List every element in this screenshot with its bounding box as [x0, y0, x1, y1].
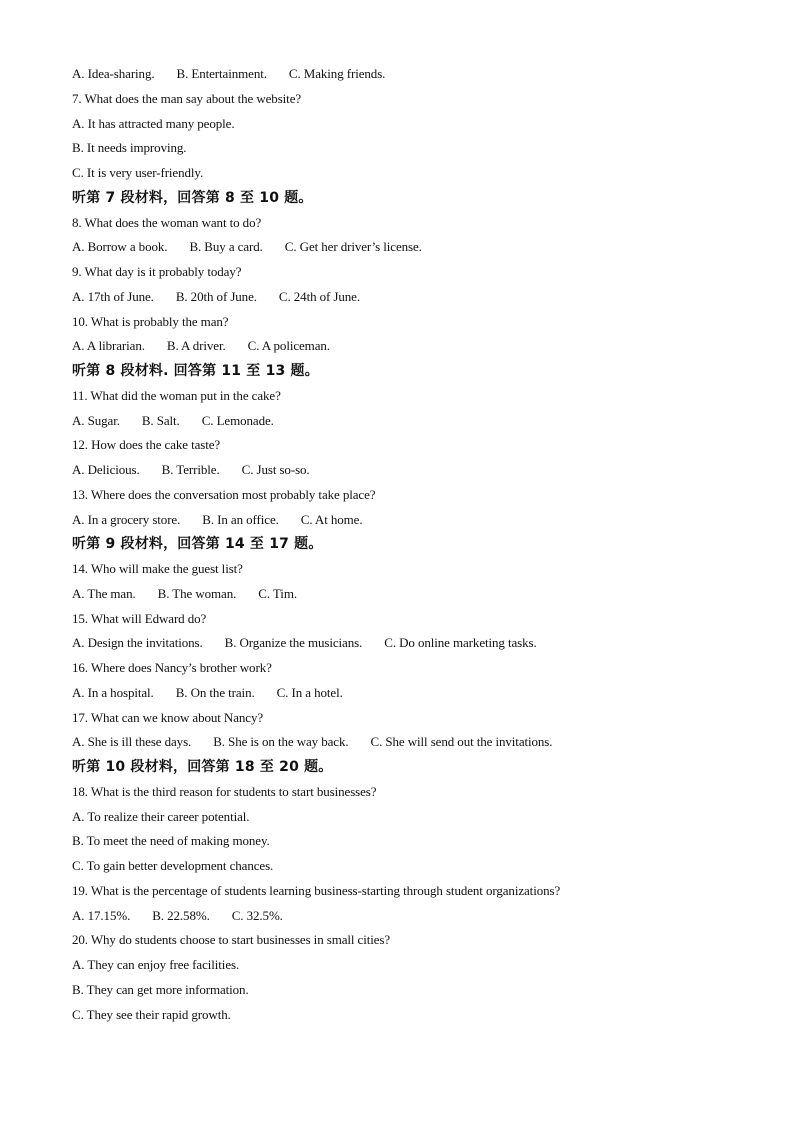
answer-option: B. They can get more information.	[72, 981, 249, 997]
question-text: 8. What does the woman want to do?	[72, 214, 262, 230]
answer-option: B. She is on the way back.	[213, 734, 349, 750]
answer-option: C. A policeman.	[247, 338, 330, 354]
answer-option: C. In a hotel.	[276, 684, 343, 700]
answer-options-row	[72, 235, 762, 260]
answer-option: B. Organize the musicians.	[224, 635, 363, 651]
section-heading: 听第 10 段材料，回答第 18 至 20 题。	[72, 759, 333, 775]
question-text: 18. What is the third reason for students to start businesses?	[72, 783, 377, 799]
answer-option: A. She is ill these days.	[72, 734, 192, 750]
question-text: 14. Who will make the guest list?	[72, 561, 243, 576]
answer-options-row	[72, 409, 762, 434]
answer-option: A. 17.15%.	[72, 907, 131, 923]
answer-option: B. Buy a card.	[189, 239, 263, 255]
answer-option: C. To gain better development chances.	[72, 858, 274, 873]
answer-option: A. Sugar.	[72, 412, 120, 428]
answer-option: B. It needs improving.	[72, 140, 187, 156]
answer-options-row	[72, 334, 762, 359]
answer-option: C. 24th of June.	[278, 288, 360, 304]
answer-option: B. Salt.	[141, 412, 180, 428]
answer-option: A. Design the invitations.	[72, 635, 203, 651]
answer-option: A. Idea-sharing.	[72, 66, 155, 81]
answer-option: B. In an office.	[202, 511, 279, 527]
answer-option: B. 22.58%.	[152, 907, 210, 923]
answer-option: B. A driver.	[166, 338, 226, 354]
answer-option: B. Entertainment.	[176, 66, 267, 81]
question-text: 12. How does the cake taste?	[72, 437, 221, 453]
exam-page	[72, 62, 762, 1027]
answer-option: A. Borrow a book.	[72, 239, 168, 255]
answer-option: A. The man.	[72, 585, 136, 601]
answer-option: C. Do online marketing tasks.	[384, 635, 537, 651]
answer-option: C. 32.5%.	[231, 907, 283, 923]
answer-option: C. Tim.	[258, 585, 297, 601]
question-text: 19. What is the percentage of students learning business-starting through student organizations?	[72, 882, 561, 898]
answer-option: C. At home.	[300, 511, 363, 527]
answer-option: A. To realize their career potential.	[72, 808, 250, 824]
answer-option: A. A librarian.	[72, 338, 145, 354]
section-heading: 听第 7 段材料，回答第 8 至 10 题。	[72, 189, 313, 206]
answer-options-row	[72, 508, 762, 533]
answer-option: C. Lemonade.	[201, 412, 274, 428]
answer-option: A. In a grocery store.	[72, 511, 181, 527]
answer-options-row	[72, 62, 762, 87]
answer-options-row	[72, 631, 762, 656]
question-text: 7. What does the man say about the website?	[72, 90, 302, 106]
answer-options-row	[72, 458, 762, 483]
question-text: 20. Why do students choose to start businesses in small cities?	[72, 932, 391, 948]
section-heading: 听第 8 段材料. 回答第 11 至 13 题。	[72, 363, 319, 379]
answer-option: B. On the train.	[175, 684, 255, 700]
answer-option: A. It has attracted many people.	[72, 115, 235, 131]
section-heading: 听第 9 段材料，回答第 14 至 17 题。	[72, 536, 323, 553]
question-text: 10. What is probably the man?	[72, 313, 229, 329]
answer-option: A. 17th of June.	[72, 288, 154, 304]
answer-options-row	[72, 681, 762, 706]
question-text: 13. Where does the conversation most probably take place?	[72, 486, 376, 502]
answer-option: B. To meet the need of making money.	[72, 833, 270, 849]
answer-option: C. They see their rapid growth.	[72, 1006, 231, 1022]
answer-option: B. The woman.	[157, 585, 237, 601]
answer-option: C. Just so-so.	[241, 462, 310, 477]
question-text: 11. What did the woman put in the cake?	[72, 387, 281, 403]
answer-option: C. It is very user-friendly.	[72, 165, 204, 180]
question-text: 16. Where does Nancy’s brother work?	[72, 660, 272, 675]
answer-options-row	[72, 730, 762, 755]
answer-option: A. Delicious.	[72, 462, 140, 477]
answer-option: A. In a hospital.	[72, 684, 154, 700]
answer-options-row	[72, 904, 762, 929]
answer-option: A. They can enjoy free facilities.	[72, 957, 240, 972]
answer-option: C. Get her driver’s license.	[284, 239, 422, 255]
answer-option: B. 20th of June.	[175, 288, 257, 304]
answer-options-row	[72, 285, 762, 310]
answer-option: C. Making friends.	[288, 66, 386, 81]
question-text: 15. What will Edward do?	[72, 610, 207, 626]
question-text: 17. What can we know about Nancy?	[72, 709, 264, 725]
question-text: 9. What day is it probably today?	[72, 264, 242, 279]
answer-option: B. Terrible.	[161, 462, 220, 477]
answer-options-row	[72, 582, 762, 607]
answer-option: C. She will send out the invitations.	[370, 734, 553, 750]
